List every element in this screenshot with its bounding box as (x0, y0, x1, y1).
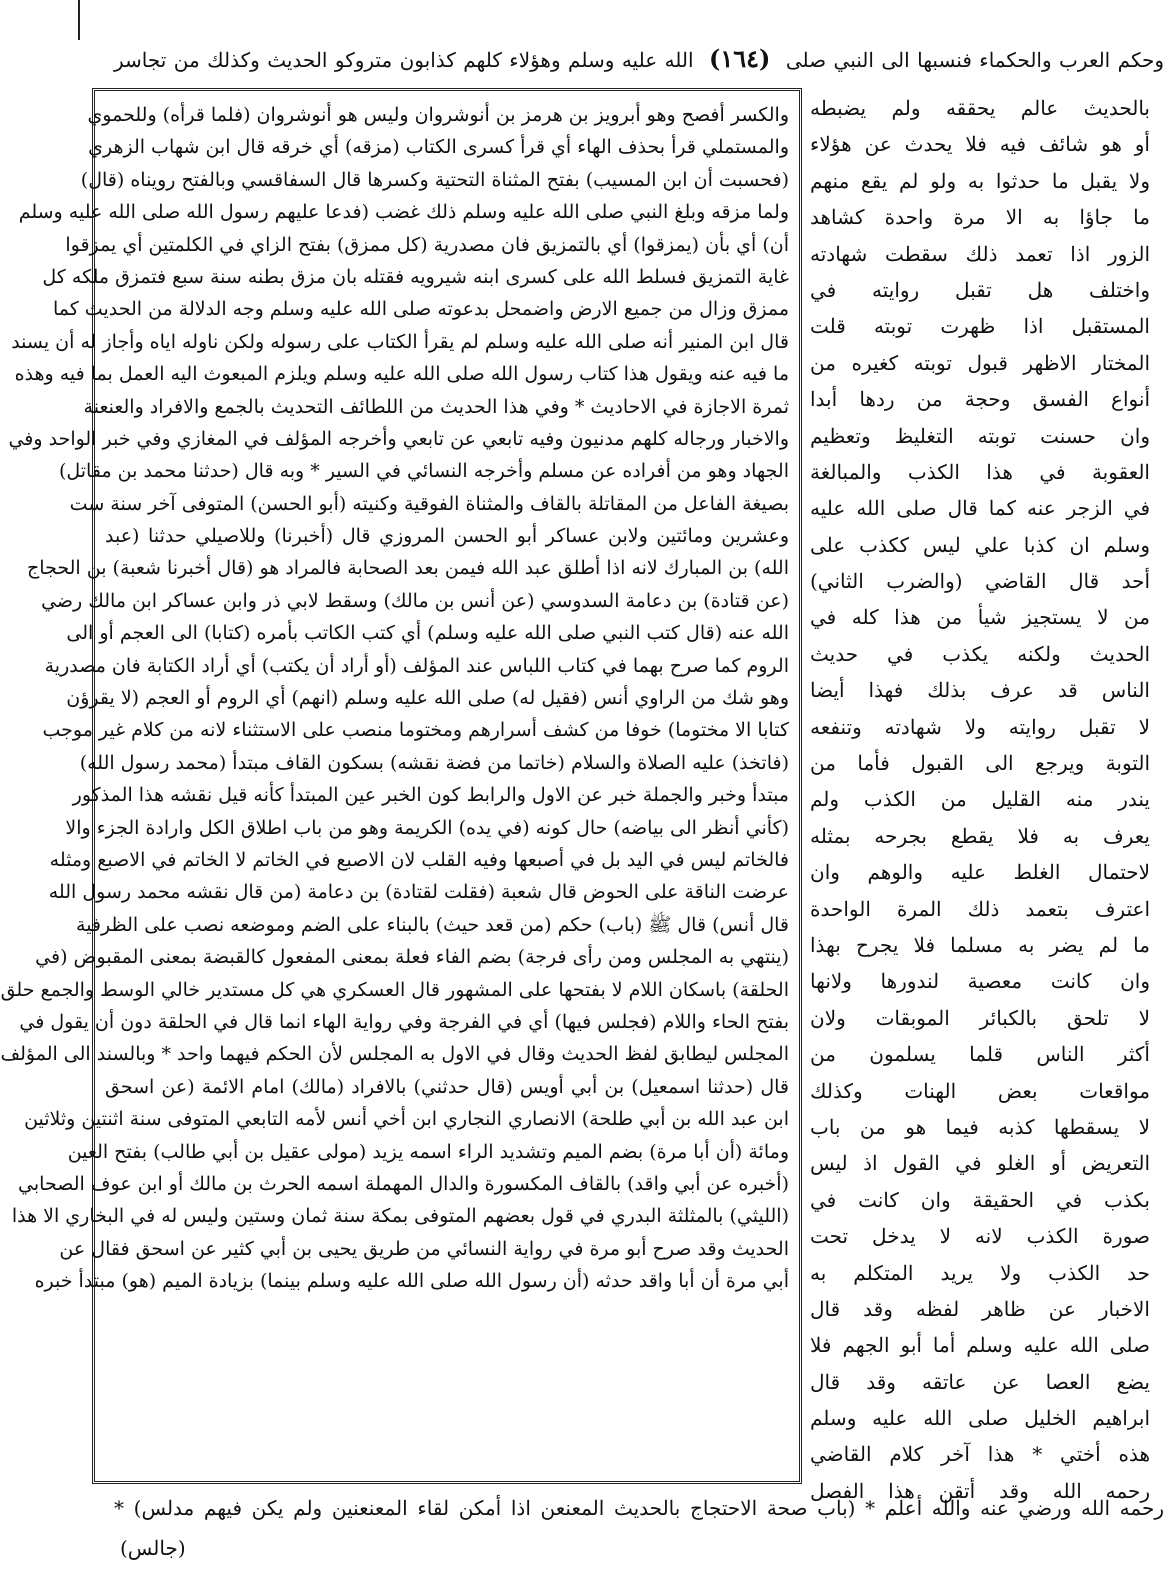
margin-text-line: وسلم ان كذبا علي ليس ككذب على (810, 532, 1150, 557)
main-text-line: ثمرة الاجازة في الاحاديث * وفي هذا الحديث من اللطائف التحديث بالجمع والافراد والعنعنة (83, 395, 789, 418)
margin-text-line: العقوبة في هذا الكذب والمبالغة (810, 459, 1150, 484)
main-text-line: (عن قتادة) بن دعامة السدوسي (عن أنس بن مالك) وسقط لابي ذر وابن عساكر ابن مالك رضي (41, 589, 789, 612)
main-text-line: فالخاتم ليس في اليد بل في أصبعها وفيه القلب لان الاصبع في الخاتم لا الخاتم في الاصبع ومثله (49, 848, 789, 871)
margin-text-line: في الزجر عنه كما قال صلى الله عليه (810, 496, 1150, 521)
main-text-line: ولما مزقه وبلغ النبي صلى الله عليه وسلم ذلك غضب (فدعا عليهم رسول الله صلى الله عليه وسلم (18, 201, 789, 224)
main-text-line: (أخبره عن أبي واقد) بالقاف المكسورة والدال المهملة اسمه الحرث بن مالك أو ابن عوف الصحابي (18, 1172, 789, 1195)
main-text-line: ما فيه عنه ويقول هذا كتاب رسول الله صلى الله عليه وسلم ويلزم المبعوث اليه العمل بما فيه وهذه (14, 363, 789, 386)
main-text-line: الحديث وقد صرح أبو مرة في رواية النسائي من طريق يحيى بن أبي كثير عن اسحق فقال عن (59, 1237, 789, 1260)
margin-text-line: الاخبار عن ظاهر لفظه وقد قال (810, 1296, 1150, 1321)
margin-text-line: يضع العصا عن عاتقه وقد قال (810, 1369, 1150, 1394)
main-text-line: غاية التمزيق فسلط الله على كسرى ابنه شيرويه فقتله بان مزق بطنه سنة سبع فتمزق ملكه كل (42, 265, 789, 288)
crop-mark (78, 0, 94, 40)
margin-text-line: أو هو شائف فيه فلا يحدث عن هؤلاء (810, 132, 1150, 157)
main-text-line: أن) أي بأن (يمزقوا) أي بالتمزيق فان مصدرية (كل ممزق) بفتح الزاي في الكلمتين أي يمزقوا (65, 233, 789, 256)
main-text-line: كتابا الا مختوما) خوفا من كشف أسرارهم ومختوما منصب على الاستثناء لانه من كلام غير موجب (42, 719, 789, 742)
margin-text-line: اعترف بتعمد ذلك المرة الواحدة (810, 896, 1150, 921)
main-text-line: (فحسبت أن ابن المسيب) بفتح المثناة التحتية وكسرها قال السفاقسي وبالفتح رويناه (قال) (80, 168, 789, 191)
main-text-line: ابن عبد الله بن أبي طلحة) الانصاري النجاري ابن أخي أنس لأمه التابعي المتوفى سنة اثنتين وثلاثين (24, 1108, 789, 1131)
main-text-line: عرضت الناقة على الحوض قال شعبة (فقلت لقتادة) بن دعامة (من قال نقشه محمد رسول الله (48, 881, 789, 904)
margin-text-line: وان حسنت توبته التغليظ وتعظيم (810, 423, 1150, 448)
main-text-line: ممزق وزال من جميع الارض واضمحل بدعوته صلى الله عليه وسلم وجه الدلالة من الحديث كما (52, 298, 789, 321)
margin-commentary (810, 90, 1150, 1503)
main-text-line: والكسر أفصح وهو أبرويز بن هرمز بن أنوشروان وليس هو أنوشروان (فلما قرأه) وللحموي (87, 104, 789, 126)
main-text-line: قال ابن المنير أنه صلى الله عليه وسلم لم يقرأ الكتاب على رسوله ولكن ناوله اياه وأجاز له أن يسند (11, 330, 789, 353)
running-head-left: الله عليه وسلم وهؤلاء كلهم كذابون متروكو الحديث وكذلك من تجاسر (114, 48, 694, 72)
margin-text-line: صلى الله عليه وسلم أما أبو الجهم فلا (810, 1333, 1150, 1358)
main-text-line: والاخبار ورجاله كلهم مدنيون وفيه تابعي عن تابعي وأخرجه المؤلف في المغازي وفي خبر الواحد وفي (8, 427, 789, 450)
main-text-line: ومائة (أن أبا مرة) بضم الميم وتشديد الراء اسمه يزيد (مولى عقيل بن أبي طالب) بفتح العين (67, 1140, 789, 1163)
main-text-line: مبتدأ وخبر والجملة خبر عن الاول والرابط كون الخبر عين المبتدأ كأنه قيل نقشه هذا المذكور (72, 784, 789, 807)
margin-text-line: ما لم يضر به مسلما فلا يجرح بهذا (810, 932, 1150, 957)
main-text-line: وعشرين ومائتين ولابن عساكر أبو الحسن المروزي قال (أخبرنا) وللاصيلي حدثنا (عبد (105, 525, 789, 548)
margin-text-line: لا تقبل روايته ولا شهادته وتنفعه (810, 714, 1150, 739)
main-text-line: وهو شك من الراوي أنس (فقيل له) صلى الله عليه وسلم (انهم) أي الروم أو العجم (لا يقرؤن (66, 687, 789, 710)
chapter-heading-line: رحمه الله ورضي عنه والله أعلم * (باب صحة الاحتجاج بالحديث المعنعن اذا أمكن لقاء المعنعنين ولم يكن فيهم مدلس) * (114, 1496, 1164, 1520)
main-text-line: الله عنه (قال كتب النبي صلى الله عليه وسلم) أي كتب الكاتب بأمره (كتابا) الى العجم أو الى (66, 622, 789, 645)
margin-text-line: الزور اذا تعمد ذلك سقطت شهادته (810, 241, 1150, 266)
margin-text-line: لا يسقطها كذبه فيما هو من باب (810, 1114, 1150, 1139)
main-text-line: (الليثي) بالمثلثة البدري في قول بعضهم المتوفى بمكة سنة ثمان وستين وليس له في البخاري الا هذا (11, 1205, 789, 1228)
main-text-line: الروم كما صرح بهما في كتاب اللباس عند المؤلف (أو أراد أن يكتب) أي أراد الكتابة فان مصدرية (44, 654, 789, 677)
margin-text-line: التوبة ويرجع الى القبول فأما من (810, 751, 1150, 776)
margin-text-line: أحد قال القاضي (والضرب الثاني) (810, 569, 1150, 594)
margin-text-line: واختلف هل تقبل روايته في (810, 277, 1150, 302)
running-head (114, 36, 1164, 82)
main-text-line: الجهاد وهو من أفراده عن مسلم وأخرجه النسائي في السير * وبه قال (حدثنا محمد بن مقاتل) (58, 460, 789, 483)
main-text-line: أبي مرة أن أبا واقد حدثه (أن رسول الله صلى الله عليه وسلم بينما) بزيادة الميم (هو) مبتدأ خبره (34, 1270, 789, 1293)
margin-text-line: ولا يقبل ما حدثوا به ولو لم يقع منهم (810, 168, 1150, 193)
main-text-frame (0, 88, 802, 1484)
running-head-right: وحكم العرب والحكماء فنسبها الى النبي صلى (785, 48, 1165, 72)
margin-text-line: صورة الكذب لانه لا يدخل تحت (810, 1224, 1150, 1249)
margin-text-line: يندر منه القليل من الكذب ولم (810, 787, 1150, 812)
main-text-line: الحلقة) باسكان اللام لا بفتحها على المشهور قال العسكري هي كل مستدير خالي الوسط والجمع حلق (0, 978, 789, 1001)
margin-text-line: من لا يستجيز شيأ من هذا كله في (810, 605, 1150, 630)
main-text-line: قال أنس) قال ﷺ (باب) حكم (من قعد حيث) بالبناء على الضم وموضعه نصب على الظرفية (76, 913, 789, 936)
main-text-line: الله) بن المبارك لانه اذا أطلق عبد الله فيمن بعد الصحابة فالمراد هو (قال أخبرنا شعبة) بن الحجاج (27, 557, 789, 580)
margin-text-line: الحديث ولكنه يكذب في حديث (810, 641, 1150, 666)
main-text-line: المجلس ليطابق لفظ الحديث وقال في الاول به المجلس لأن الحكم فيهما واحد * وبالسند الى المؤلف (0, 1043, 789, 1066)
margin-text-line: الناس قد عرف بذلك فهذا أيضا (810, 678, 1150, 703)
margin-text-line: المستقبل اذا ظهرت توبته قلت (810, 314, 1150, 339)
margin-text-line: ما جاؤا به الا مرة واحدة كشاهد (810, 205, 1150, 230)
margin-text-line: بالحديث عالم يحققه ولم يضبطه (810, 96, 1150, 120)
catchword: (جالس) (120, 1536, 186, 1560)
margin-text-line: رحمه الله وقد أتقن هذا الفصل (810, 1478, 1150, 1503)
main-text-line: (فاتخذ) عليه الصلاة والسلام (خاتما من فضة نقشه) بسكون القاف مبتدأ (محمد رسول الله) (79, 751, 789, 774)
main-text-line: بفتح الحاء واللام (فجلس فيها) أي في الفرجة وفي رواية الهاء انما قال في الحلقة دون أن يقول في (19, 1010, 789, 1033)
margin-text-line: أكثر الناس قلما يسلمون من (810, 1042, 1150, 1067)
margin-text-line: التعريض أو الغلو في القول اذ ليس (810, 1151, 1150, 1176)
margin-text-line: حد الكذب ولا يريد المتكلم به (810, 1260, 1150, 1285)
main-text-line: والمستملي قرأ بحذف الهاء أي قرأ كسرى الكتاب (مزقه) أي خرقه قال ابن شهاب الزهري (88, 136, 789, 159)
page-number: (١٦٤) (709, 44, 771, 73)
margin-text-line: المختار الاظهر قبول توبته كغيره من (810, 350, 1150, 375)
margin-text-line: لا تلحق بالكبائر الموبقات ولان (810, 1005, 1150, 1030)
main-text-line: قال (حدثنا اسمعيل) بن أبي أويس (قال حدثني) بالافراد (مالك) امام الائمة (عن اسحق (105, 1075, 789, 1098)
main-text-line: بصيغة الفاعل من المقاتلة بالقاف والمثناة الفوقية وكنيته (أبو الحسن) المتوفى آخر سنة ست (69, 492, 789, 515)
margin-text-line: ابراهيم الخليل صلى الله عليه وسلم (810, 1406, 1150, 1431)
margin-text-line: يعرف به فلا يقطع بجرحه بمثله (810, 823, 1150, 848)
margin-text-line: لاحتمال الغلط عليه والوهم وان (810, 860, 1150, 885)
margin-text-line: مواقعات بعض الهنات وكذلك (810, 1078, 1150, 1103)
margin-text-line: وان كانت معصية لندورها ولانها (810, 969, 1150, 994)
main-text-line: (كأني أنظر الى بياضه) حال كونه (في يده) الكريمة وهو من باب اطلاق الكل وارادة الجزء والا (65, 816, 789, 839)
margin-text-line: هذه أختي * هذا آخر كلام القاضي (810, 1442, 1150, 1467)
main-text-line: (ينتهي به المجلس ومن رأى فرجة) بضم الفاء فعلة بمعنى المفعول كالقبضة بمعنى المقبوض (في (35, 946, 789, 969)
margin-text-line: بكذب في الحقيقة وان كانت في (810, 1187, 1150, 1212)
margin-text-line: أنواع الفسق وحجة من ردها أبدا (810, 387, 1150, 412)
